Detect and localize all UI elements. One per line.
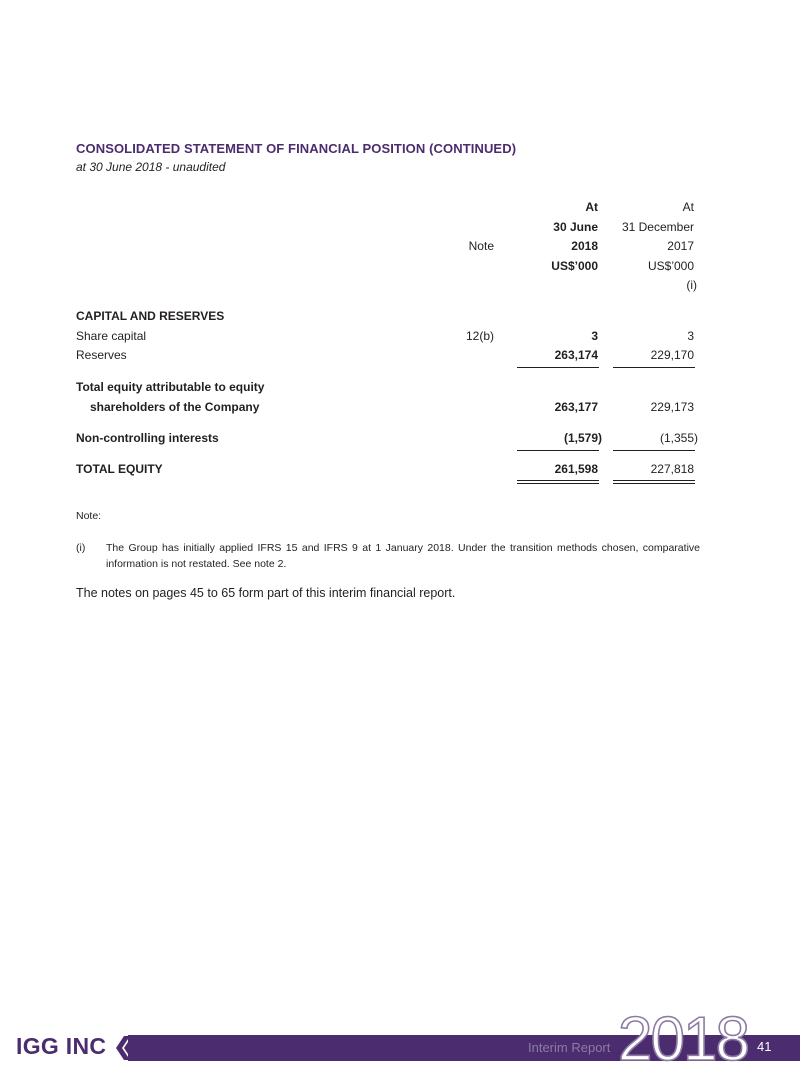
page-number: 41 — [757, 1039, 772, 1054]
share-capital-label: Share capital — [76, 329, 147, 343]
col2-header-at: At — [682, 200, 694, 214]
chevron-left-icon — [116, 1035, 138, 1061]
reserves-2017: 229,170 — [650, 348, 694, 362]
nci-2017: (1,355) — [659, 431, 698, 445]
share-capital-2018: 3 — [591, 329, 598, 343]
notes-heading: Note: — [76, 510, 102, 522]
col2-header-unit: US$’000 — [647, 259, 694, 273]
col1-header-date: 30 June — [553, 220, 598, 234]
col1-header-at: At — [585, 200, 598, 214]
total-attr-2018: 263,177 — [554, 400, 598, 414]
total-double-rule-col1 — [517, 480, 599, 484]
year-graphic — [618, 1006, 752, 1066]
company-logo: IGG INC — [16, 1033, 107, 1059]
nci-rule-col1 — [517, 450, 599, 451]
total-attr-2017: 229,173 — [650, 400, 694, 414]
col2-header-year: 2017 — [667, 239, 694, 253]
total-attr-label-line1: Total equity attributable to equity — [76, 380, 265, 394]
section-heading: CAPITAL AND RESERVES — [76, 309, 225, 323]
reserves-2018: 263,174 — [554, 348, 598, 362]
share-capital-note: 12(b) — [465, 329, 494, 343]
subtotal-rule-col2 — [613, 367, 695, 368]
nci-label: Non-controlling interests — [76, 431, 219, 445]
statement-footnote: The notes on pages 45 to 65 form part of this interim financial report. — [76, 586, 456, 600]
svg-text:2018: 2018 — [618, 1006, 748, 1066]
total-attr-label-line2: shareholders of the Company — [90, 400, 260, 414]
nci-rule-col2 — [613, 450, 695, 451]
total-double-rule-col2 — [613, 480, 695, 484]
page-title: CONSOLIDATED STATEMENT OF FINANCIAL POSITION (CONTINUED) — [76, 141, 517, 156]
total-equity-2018: 261,598 — [554, 462, 598, 476]
col1-header-unit: US$’000 — [551, 259, 598, 273]
share-capital-2017: 3 — [687, 329, 694, 343]
note-marker: (i) — [76, 542, 86, 554]
total-equity-2017: 227,818 — [650, 462, 694, 476]
note-column-header: Note — [468, 239, 494, 253]
page-subtitle: at 30 June 2018 - unaudited — [76, 160, 226, 174]
note-text: The Group has initially applied IFRS 15 and IFRS 9 at 1 January 2018. Under the transition methods chosen, comparative information is not restated. See note 2. — [106, 542, 700, 570]
col2-header-footnote: (i) — [686, 278, 697, 292]
col1-header-year: 2018 — [571, 239, 598, 253]
total-equity-label: TOTAL EQUITY — [76, 462, 163, 476]
reserves-label: Reserves — [76, 348, 127, 362]
subtotal-rule-col1 — [517, 367, 599, 368]
report-label: Interim Report — [528, 1040, 611, 1055]
col2-header-date: 31 December — [621, 220, 694, 234]
nci-2018: (1,579) — [563, 431, 602, 445]
